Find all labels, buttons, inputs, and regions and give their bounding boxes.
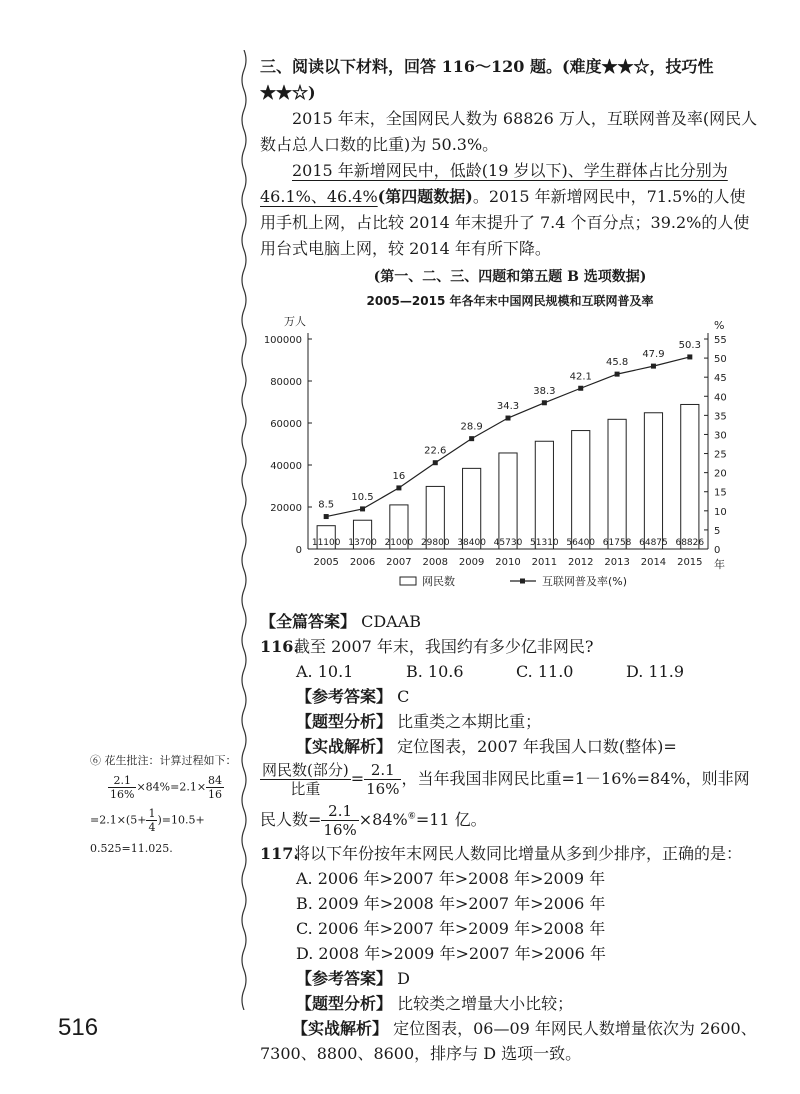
bar-value-label: 68826	[675, 538, 705, 548]
rate-value-label: 10.5	[351, 491, 374, 503]
option-c: C. 2006 年>2007 年>2009 年>2008 年	[296, 919, 606, 938]
left-tick-label: 40000	[270, 461, 302, 472]
fraction: $\frac{\text{网民数(部分)}}{\text{比重}}$	[262, 761, 349, 798]
bar	[608, 419, 626, 549]
combo-chart	[260, 309, 760, 601]
margin-divider	[238, 50, 250, 1010]
rate-value-label: 16	[392, 470, 406, 482]
x-tick-label: 2008	[422, 557, 448, 568]
bar-value-label: 11100	[311, 538, 341, 548]
left-tick-label: 80000	[270, 377, 302, 388]
page-number: 516	[58, 1014, 99, 1041]
rate-value-label: 22.6	[424, 445, 447, 457]
x-tick-label: 2007	[386, 557, 412, 568]
right-tick-label: 0	[714, 545, 721, 556]
right-tick-label: 20	[714, 468, 727, 480]
x-tick-label: 2012	[568, 557, 594, 568]
x-tick-label: 2009	[458, 557, 485, 568]
left-tick-label: 0	[295, 545, 302, 556]
type-analysis-label: 【题型分析】	[296, 994, 393, 1013]
left-axis-unit: 万人	[284, 315, 306, 328]
x-tick-label: 2013	[604, 557, 630, 568]
option-a: A. 10.1	[296, 662, 354, 681]
side-note-title: ⑥ 花生批注：计算过程如下：	[90, 754, 237, 767]
ref-answer-value: C	[397, 687, 410, 706]
ref-answer-label: 【参考答案】	[296, 687, 393, 706]
x-tick-label: 2005	[313, 557, 339, 568]
options	[296, 659, 760, 684]
x-tick-label: 2011	[531, 557, 558, 568]
bar-value-label: 56400	[566, 538, 596, 548]
option-a: A. 2006 年>2007 年>2008 年>2009 年	[296, 869, 606, 888]
option-c: C. 11.0	[516, 662, 574, 681]
rate-point	[578, 386, 583, 391]
rate-point	[324, 514, 329, 519]
rate-point	[469, 436, 474, 441]
full-answer-label: 【全篇答案】	[260, 612, 357, 631]
bar-value-label: 13700	[348, 538, 377, 548]
legend-line-marker	[520, 579, 525, 584]
fraction: $\frac{2.1}{16\%}$	[323, 802, 357, 839]
material-paragraph-1: 2015 年末，全国网民人数为 68826 万人，互联网普及率(网民人数占总人口数的比重)为 50.3%。	[260, 109, 758, 154]
rate-point	[433, 460, 438, 465]
bar-value-label: 45730	[493, 538, 523, 548]
bar	[535, 441, 553, 549]
option-d: D. 11.9	[626, 662, 685, 681]
rate-value-label: 34.3	[496, 401, 520, 413]
material-paragraph-2-rest: 。2015 年新增网民中，71.5%的人使用手机上网，占比较 2014 年末提升了 7.4 个百分点；39.2%的人使用台式电脑上网，较 2014 年有所下降。	[260, 187, 750, 258]
analysis-result-line: 民人数= $\frac{2.1}{16\%}$ ×84%⑥=11 亿。	[260, 802, 487, 839]
side-note-line-2: =2.1×(5+ $\frac{1}{4}$ )=10.5+	[90, 807, 205, 834]
rate-value-label: 47.9	[642, 349, 665, 361]
option-b: B. 10.6	[406, 662, 464, 681]
bar-value-label: 61758	[602, 538, 632, 548]
right-tick-label: 45	[714, 373, 727, 385]
fraction: $\frac{2.1}{16\%}$	[110, 774, 135, 801]
analysis-text: 定位图表，2007 年我国人口数(整体)=	[397, 737, 677, 756]
rate-point	[360, 506, 365, 511]
right-tick-label: 5	[714, 525, 721, 537]
right-tick-label: 10	[714, 506, 727, 518]
legend-bar-label: 网民数	[422, 575, 455, 588]
x-tick-label: 2014	[640, 557, 667, 568]
type-analysis-label: 【题型分析】	[296, 712, 393, 731]
question-number: 117.	[260, 844, 299, 863]
question-text: 将以下年份按年末网民人数同比增量从多到少排序，正确的是：	[294, 844, 743, 863]
ref-answer-value: D	[397, 969, 410, 988]
fraction: $\frac{1}{4}$	[148, 807, 156, 834]
rate-value-label: 38.3	[533, 385, 556, 397]
legend-line-label: 互联网普及率(%)	[542, 575, 628, 588]
section-heading: 三、阅读以下材料，回答 116～120 题。(难度★★☆，技巧性★★☆)	[260, 57, 714, 102]
bar-value-label: 51310	[530, 538, 559, 548]
rate-point	[651, 364, 656, 369]
rate-point	[687, 354, 692, 359]
rate-value-label: 8.5	[318, 499, 335, 511]
type-analysis-value: 比重类之本期比重；	[397, 712, 542, 731]
analysis-formula-line: $\frac{\text{网民数(部分)}}{\text{比重}}$ = $\frac{2.1}{16\%}$ ，当年我国非网民比重=1－16%=84%，则非网	[262, 761, 750, 798]
x-tick-label: 2015	[677, 557, 703, 568]
left-tick-label: 60000	[270, 419, 302, 430]
data-tag: (第四题数据)	[377, 187, 473, 206]
bar	[572, 431, 590, 549]
analysis-117	[260, 1016, 760, 1066]
bar-value-label: 29800	[420, 538, 450, 548]
rate-value-label: 50.3	[678, 339, 701, 351]
chart-data-note: (第一、二、三、四题和第五题 B 选项数据)	[373, 269, 647, 285]
side-note-line-3: 0.525=11.025.	[90, 842, 173, 855]
rate-point	[506, 416, 511, 421]
rate-value-label: 28.9	[460, 421, 483, 433]
analysis-label: 【实战解析】	[296, 737, 393, 756]
full-answer-line	[260, 609, 760, 634]
analysis-text: 定位图表，06—09 年网民人数增量依次为 2600、7300、8800、8600，排序与 D 选项一致。	[260, 1019, 757, 1063]
rate-point	[542, 400, 547, 405]
left-tick-label: 20000	[270, 503, 302, 514]
right-axis-unit: %	[714, 319, 725, 332]
x-axis-unit: 年	[714, 558, 725, 571]
right-tick-label: 50	[714, 354, 727, 366]
option-d: D. 2008 年>2009 年>2007 年>2006 年	[296, 944, 606, 963]
fraction: $\frac{84}{16}$	[208, 774, 223, 801]
bar	[463, 468, 481, 549]
bar	[681, 404, 699, 549]
x-tick-label: 2006	[349, 557, 376, 568]
question-text: 截至 2007 年末，我国约有多少亿非网民?	[294, 637, 594, 656]
rate-point	[396, 485, 401, 490]
side-note	[90, 752, 240, 858]
bar-value-label: 21000	[384, 538, 414, 548]
bar	[644, 413, 662, 549]
right-tick-label: 40	[714, 392, 727, 404]
type-analysis-value: 比较类之增量大小比较；	[397, 994, 574, 1013]
ref-answer-label: 【参考答案】	[296, 969, 393, 988]
bar	[499, 453, 517, 549]
fraction: $\frac{2.1}{16\%}$	[366, 761, 400, 798]
question-117	[260, 841, 760, 1016]
right-tick-label: 55	[714, 335, 727, 346]
rate-point	[615, 372, 620, 377]
right-tick-label: 30	[714, 430, 727, 442]
bar-value-label: 64875	[639, 538, 668, 548]
material-paragraph-2	[260, 158, 760, 262]
question-number: 116.	[260, 637, 299, 656]
rate-value-label: 45.8	[605, 357, 629, 369]
right-tick-label: 15	[714, 487, 727, 499]
footnote-marker: ⑥	[407, 811, 416, 822]
chart-title: 2005—2015 年各年末中国网民规模和互联网普及率	[366, 294, 654, 308]
x-tick-label: 2010	[495, 557, 521, 568]
underlined-data: 2015 年新增网民中，低龄(19 岁以下)、学生群体占比分别为 46.1%、46.4%	[260, 161, 728, 206]
side-note-line-1: $\frac{2.1}{16\%}$ ×84%=2.1× $\frac{84}{16}$	[110, 774, 223, 801]
full-answer-value: CDAAB	[361, 612, 422, 631]
question-116	[260, 634, 760, 759]
analysis-label: 【实战解析】	[292, 1019, 389, 1038]
right-tick-label: 35	[714, 411, 727, 423]
rate-value-label: 42.1	[569, 371, 592, 383]
legend-bar-swatch	[400, 577, 416, 585]
main-column	[260, 54, 760, 1066]
right-tick-label: 25	[714, 449, 727, 461]
left-tick-label: 100000	[263, 335, 302, 346]
option-b: B. 2009 年>2008 年>2007 年>2006 年	[296, 894, 606, 913]
bar-value-label: 38400	[457, 538, 486, 548]
